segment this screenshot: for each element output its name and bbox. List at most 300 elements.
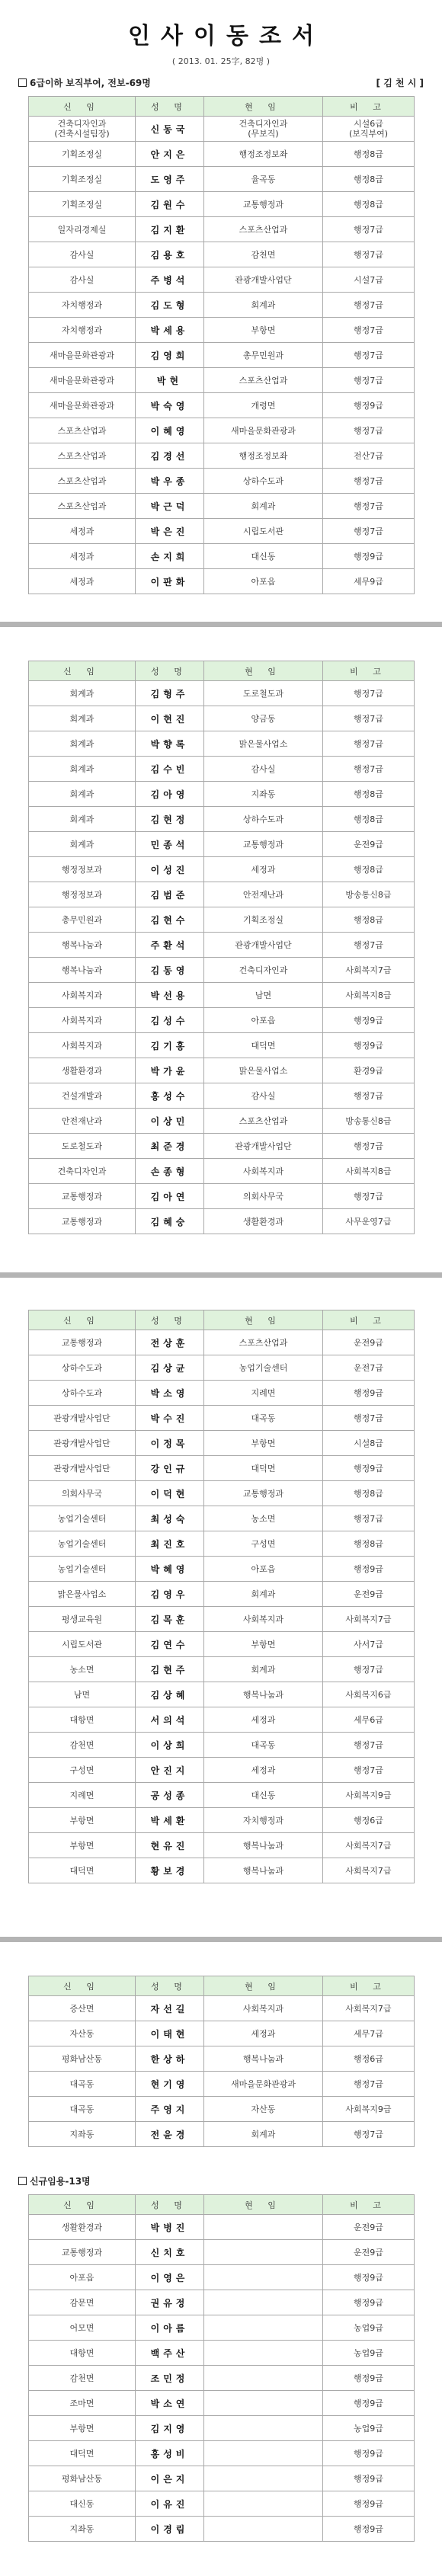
cell-current-post: 농소면 [204,1506,323,1531]
table-row [29,1008,415,1033]
cell-new-post: 대곡동 [29,2097,136,2122]
cell-name: 김현수 [136,907,204,933]
cell-name: 김용호 [136,242,204,267]
table-row [29,293,415,318]
cell-name: 이혜영 [136,418,204,443]
table-row [29,1134,415,1159]
table-row [29,1833,415,1858]
cell-note: 행정7급 [323,1083,415,1109]
cell-name: 현유진 [136,1833,204,1858]
cell-note: 행정7급 [323,318,415,343]
cell-new-post: 총무민원과 [29,907,136,933]
cell-name: 이아름 [136,2315,204,2341]
cell-note: 운전9급 [323,2240,415,2265]
cell-new-post: 감천면 [29,2366,136,2391]
table-row [29,1783,415,1808]
cell-new-post: 회계과 [29,681,136,706]
cell-current-post: 아포읍 [204,1008,323,1033]
cell-current-post: 세정과 [204,1758,323,1783]
cell-name: 박소연 [136,2391,204,2416]
cell-note: 운전9급 [323,1330,415,1355]
table-row [29,832,415,857]
cell-note: 사회복지7급 [323,1858,415,1883]
cell-note: 사서7급 [323,1632,415,1657]
cell-new-post: 회계과 [29,757,136,782]
table-row [29,544,415,569]
cell-current-post [204,2466,323,2491]
cell-new-post: 농업기술센터 [29,1531,136,1557]
table-header-row [29,1976,415,1996]
cell-note: 행정7급 [323,2072,415,2097]
table-row [29,1381,415,1406]
cell-note: 행정7급 [323,343,415,368]
cell-current-post: 지례면 [204,1381,323,1406]
cell-new-post: 남면 [29,1682,136,1707]
table-row [29,192,415,217]
table-row [29,1481,415,1506]
cell-new-post: 구성면 [29,1758,136,1783]
cell-note: 농업9급 [323,2341,415,2366]
cell-new-post: 조마면 [29,2391,136,2416]
cell-note: 행정9급 [323,544,415,569]
cell-current-post: 남면 [204,983,323,1008]
cell-new-post: 스포츠산업과 [29,494,136,519]
cell-name: 김동영 [136,958,204,983]
cell-name: 김원수 [136,192,204,217]
cell-note: 행정7급 [323,293,415,318]
cell-current-post: 상하수도과 [204,807,323,832]
table-row [29,933,415,958]
cell-name: 이경림 [136,2517,204,2542]
cell-note: 행정9급 [323,2491,415,2517]
table-row [29,807,415,832]
cell-note: 행정9급 [323,2441,415,2466]
header-name: 성 명 [136,661,204,681]
header-note: 비 고 [323,661,415,681]
table-row [29,1209,415,1234]
cell-note: 방송통신8급 [323,882,415,907]
table-row [29,2046,415,2072]
table-row [29,1682,415,1707]
cell-name: 박가윤 [136,1058,204,1083]
cell-name: 백주산 [136,2341,204,2366]
table-row [29,117,415,142]
header-current-post: 현 임 [204,2195,323,2215]
cell-name: 자선길 [136,1996,204,2021]
header-current-post: 현 임 [204,1310,323,1330]
cell-name: 주병석 [136,267,204,293]
header-note: 비 고 [323,97,415,117]
organization-label: [ 김 천 시 ] [376,78,424,88]
cell-new-post: 사회복지과 [29,983,136,1008]
table-row [29,2240,415,2265]
cell-name: 안진지 [136,1758,204,1783]
table-row [29,1707,415,1733]
cell-name: 박선용 [136,983,204,1008]
cell-new-post: 행정정보과 [29,882,136,907]
cell-new-post: 행복나눔과 [29,958,136,983]
table-row [29,242,415,267]
cell-name: 서의석 [136,1707,204,1733]
cell-note: 시설7급 [323,267,415,293]
cell-new-post: 대항면 [29,1707,136,1733]
table-row [29,2315,415,2341]
cell-name: 박은진 [136,519,204,544]
cell-current-post: 스포츠산업과 [204,217,323,242]
cell-name: 안지은 [136,142,204,167]
cell-new-post: 행정정보과 [29,857,136,882]
cell-new-post: 부항면 [29,1808,136,1833]
cell-new-post: 건축디자인과 [29,1159,136,1184]
table-row [29,1632,415,1657]
cell-new-post: 감사실 [29,267,136,293]
cell-current-post: 세정과 [204,2021,323,2046]
cell-new-post: 스포츠산업과 [29,443,136,469]
cell-name: 박근덕 [136,494,204,519]
cell-new-post: 사회복지과 [29,1008,136,1033]
cell-current-post: 행복나눔과 [204,2046,323,2072]
cell-name: 김도형 [136,293,204,318]
cell-name: 김경선 [136,443,204,469]
transfer-table-1 [28,96,415,594]
cell-new-post: 교통행정과 [29,2240,136,2265]
cell-new-post: 일자리경제실 [29,217,136,242]
cell-note: 사회복지7급 [323,958,415,983]
cell-new-post: 기획조정실 [29,167,136,192]
cell-current-post: 대곡동 [204,1733,323,1758]
cell-note: 행정7급 [323,757,415,782]
cell-note: 사회복지7급 [323,1833,415,1858]
table-row [29,519,415,544]
cell-current-post: 아포읍 [204,1557,323,1582]
section-new-hire-header [18,2174,424,2190]
cell-name: 최준경 [136,1134,204,1159]
title-block [0,0,442,67]
header-name: 성 명 [136,1976,204,1996]
cell-note: 행정8급 [323,167,415,192]
cell-current-post [204,2441,323,2466]
cell-name: 박현 [136,368,204,393]
cell-current-post: 도로철도과 [204,681,323,706]
cell-current-post: 대신동 [204,544,323,569]
cell-new-post: 감사실 [29,242,136,267]
cell-current-post: 부항면 [204,318,323,343]
cell-name: 이상민 [136,1109,204,1134]
header-current-post: 현 임 [204,97,323,117]
cell-current-post: 세정과 [204,1707,323,1733]
cell-name: 김혜숭 [136,1209,204,1234]
table-row [29,1657,415,1682]
cell-name: 김영희 [136,343,204,368]
cell-new-post: 상하수도과 [29,1355,136,1381]
cell-note: 행정7급 [323,217,415,242]
cell-new-post: 스포츠산업과 [29,469,136,494]
cell-current-post: 행복나눔과 [204,1833,323,1858]
cell-new-post: 지례면 [29,1783,136,1808]
table-row [29,731,415,757]
cell-name: 신동국 [136,117,204,142]
table-row [29,1607,415,1632]
cell-current-post: 회계과 [204,494,323,519]
table-row [29,569,415,594]
cell-name: 이성진 [136,857,204,882]
cell-new-post: 교통행정과 [29,1184,136,1209]
cell-note: 시설6급 (보직부여) [323,117,415,142]
cell-note: 행정7급 [323,1733,415,1758]
cell-note: 행정7급 [323,368,415,393]
cell-name: 조민정 [136,2366,204,2391]
cell-name: 김수빈 [136,757,204,782]
cell-note: 운전9급 [323,1582,415,1607]
cell-name: 김형주 [136,681,204,706]
cell-note: 사회복지9급 [323,2097,415,2122]
cell-current-post: 세정과 [204,857,323,882]
table-row [29,1808,415,1833]
cell-note: 행정7급 [323,933,415,958]
cell-current-post: 행복나눔과 [204,1682,323,1707]
cell-current-post: 자치행정과 [204,1808,323,1833]
cell-note: 세무7급 [323,2021,415,2046]
cell-name: 황보경 [136,1858,204,1883]
table-row [29,882,415,907]
cell-new-post: 생활환경과 [29,1058,136,1083]
cell-current-post [204,2391,323,2416]
cell-current-post: 농업기술센터 [204,1355,323,1381]
table-row [29,2341,415,2366]
cell-new-post: 교통행정과 [29,1209,136,1234]
table-row [29,2391,415,2416]
cell-note: 행정9급 [323,1557,415,1582]
cell-new-post: 감문면 [29,2290,136,2315]
cell-current-post [204,2341,323,2366]
cell-current-post: 관광개발사업단 [204,933,323,958]
cell-new-post: 기획조정실 [29,142,136,167]
cell-new-post: 지좌동 [29,2517,136,2542]
table-row [29,1159,415,1184]
cell-current-post: 스포츠산업과 [204,1109,323,1134]
cell-current-post: 의회사무국 [204,1184,323,1209]
cell-name: 박숙영 [136,393,204,418]
cell-note: 행정9급 [323,1008,415,1033]
table-row [29,469,415,494]
cell-current-post: 관광개발사업단 [204,267,323,293]
page-separator [0,1272,442,1278]
cell-new-post: 건축디자인과 (건축시설팀장) [29,117,136,142]
cell-note: 농업9급 [323,2315,415,2341]
cell-current-post: 율곡동 [204,167,323,192]
table-row [29,418,415,443]
document-title: 인사이동조서 [128,23,325,50]
cell-new-post: 상하수도과 [29,1381,136,1406]
header-new-post: 신 임 [29,1310,136,1330]
table-row [29,1531,415,1557]
cell-note: 사회복지8급 [323,983,415,1008]
section-transfer-header [18,76,424,91]
cell-new-post: 관광개발사업단 [29,1406,136,1431]
cell-name: 도영주 [136,167,204,192]
header-new-post: 신 임 [29,1976,136,1996]
cell-current-post: 개령면 [204,393,323,418]
cell-current-post: 감사실 [204,1083,323,1109]
cell-current-post: 맑은물사업소 [204,1058,323,1083]
cell-new-post: 농업기술센터 [29,1557,136,1582]
cell-current-post: 사회복지과 [204,1996,323,2021]
cell-note: 행정9급 [323,393,415,418]
cell-new-post: 대덕면 [29,2441,136,2466]
table-row [29,1733,415,1758]
table-header-row [29,661,415,681]
header-note: 비 고 [323,1976,415,1996]
cell-new-post: 회계과 [29,832,136,857]
table-row [29,217,415,242]
cell-name: 민종석 [136,832,204,857]
cell-name: 이유진 [136,2491,204,2517]
cell-current-post: 맑은물사업소 [204,731,323,757]
table-row [29,1996,415,2021]
cell-new-post: 감천면 [29,1733,136,1758]
table-row [29,318,415,343]
cell-new-post: 자치행정과 [29,318,136,343]
cell-new-post: 교통행정과 [29,1330,136,1355]
transfer-table-3 [28,1310,415,1883]
cell-name: 주영지 [136,2097,204,2122]
table-row [29,2416,415,2441]
header-new-post: 신 임 [29,2195,136,2215]
cell-name: 권유정 [136,2290,204,2315]
cell-current-post: 새마을문화관광과 [204,418,323,443]
cell-name: 김영우 [136,1582,204,1607]
table-row [29,1557,415,1582]
table-row [29,1858,415,1883]
table-row [29,782,415,807]
cell-new-post: 건설개발과 [29,1083,136,1109]
header-note: 비 고 [323,1310,415,1330]
cell-name: 박수진 [136,1406,204,1431]
cell-current-post: 부항면 [204,1632,323,1657]
table-row [29,343,415,368]
cell-note: 행정7급 [323,418,415,443]
cell-new-post: 아포읍 [29,2265,136,2290]
cell-name: 김상혜 [136,1682,204,1707]
cell-new-post: 회계과 [29,706,136,731]
cell-name: 이은지 [136,2466,204,2491]
table-row [29,1355,415,1381]
cell-current-post: 건축디자인과 [204,958,323,983]
cell-new-post: 세정과 [29,569,136,594]
cell-note: 사회복지8급 [323,1159,415,1184]
cell-note: 행정7급 [323,519,415,544]
cell-current-post: 스포츠산업과 [204,1330,323,1355]
cell-name: 김지영 [136,2416,204,2441]
cell-note: 사회복지7급 [323,1607,415,1632]
cell-new-post: 평화남산동 [29,2046,136,2072]
cell-name: 현기영 [136,2072,204,2097]
cell-name: 한상하 [136,2046,204,2072]
table-row [29,494,415,519]
cell-new-post: 대곡동 [29,2072,136,2097]
cell-current-post [204,2290,323,2315]
cell-new-post: 새마을문화관광과 [29,343,136,368]
cell-current-post [204,2265,323,2290]
section-new-hire-label: 신규임용-13명 [30,2176,91,2187]
cell-note: 행정9급 [323,2290,415,2315]
page-separator [0,622,442,627]
table-row [29,2290,415,2315]
cell-new-post: 어모면 [29,2315,136,2341]
cell-note: 사회복지6급 [323,1682,415,1707]
cell-note: 행정7급 [323,242,415,267]
cell-new-post: 대신동 [29,2491,136,2517]
header-note: 비 고 [323,2195,415,2215]
cell-current-post [204,2215,323,2240]
cell-name: 박병진 [136,2215,204,2240]
cell-new-post: 지좌동 [29,2122,136,2147]
cell-note: 행정6급 [323,2046,415,2072]
table-header-row [29,97,415,117]
cell-current-post: 기획조정실 [204,907,323,933]
table-row [29,1431,415,1456]
cell-name: 손종형 [136,1159,204,1184]
cell-note: 행정9급 [323,1456,415,1481]
cell-current-post: 교통행정과 [204,832,323,857]
cell-note: 행정8급 [323,192,415,217]
cell-current-post: 회계과 [204,2122,323,2147]
cell-name: 공성종 [136,1783,204,1808]
cell-new-post: 자산동 [29,2021,136,2046]
cell-new-post: 증산면 [29,1996,136,2021]
header-name: 성 명 [136,1310,204,1330]
cell-note: 행정7급 [323,494,415,519]
cell-new-post: 새마을문화관광과 [29,368,136,393]
cell-name: 김아연 [136,1184,204,1209]
cell-note: 행정6급 [323,1808,415,1833]
table-row [29,757,415,782]
table-row [29,142,415,167]
cell-new-post: 회계과 [29,731,136,757]
table-row [29,1456,415,1481]
cell-current-post: 대신동 [204,1783,323,1808]
cell-new-post: 회계과 [29,782,136,807]
table-row [29,2215,415,2240]
cell-note: 행정7급 [323,469,415,494]
cell-new-post: 회계과 [29,807,136,832]
cell-new-post: 안전재난과 [29,1109,136,1134]
table-header-row [29,1310,415,1330]
cell-note: 행정7급 [323,2122,415,2147]
cell-new-post: 평생교육원 [29,1607,136,1632]
cell-new-post: 농소면 [29,1657,136,1682]
cell-current-post: 회계과 [204,1582,323,1607]
cell-note: 행정8급 [323,907,415,933]
cell-name: 홍성비 [136,2441,204,2466]
transfer-table-2 [28,661,415,1234]
cell-new-post: 행복나눔과 [29,933,136,958]
table-row [29,267,415,293]
cell-current-post: 대덕면 [204,1456,323,1481]
cell-name: 전윤경 [136,2122,204,2147]
cell-new-post: 세정과 [29,519,136,544]
cell-note: 행정8급 [323,807,415,832]
table-row [29,1109,415,1134]
document-date: ( 2013. 01. 25字, 82명 ) [171,56,271,66]
table-row [29,958,415,983]
table-row [29,907,415,933]
cell-note: 방송통신8급 [323,1109,415,1134]
cell-note: 행정9급 [323,2265,415,2290]
cell-name: 김현주 [136,1657,204,1682]
cell-name: 박향록 [136,731,204,757]
cell-name: 김목훈 [136,1607,204,1632]
